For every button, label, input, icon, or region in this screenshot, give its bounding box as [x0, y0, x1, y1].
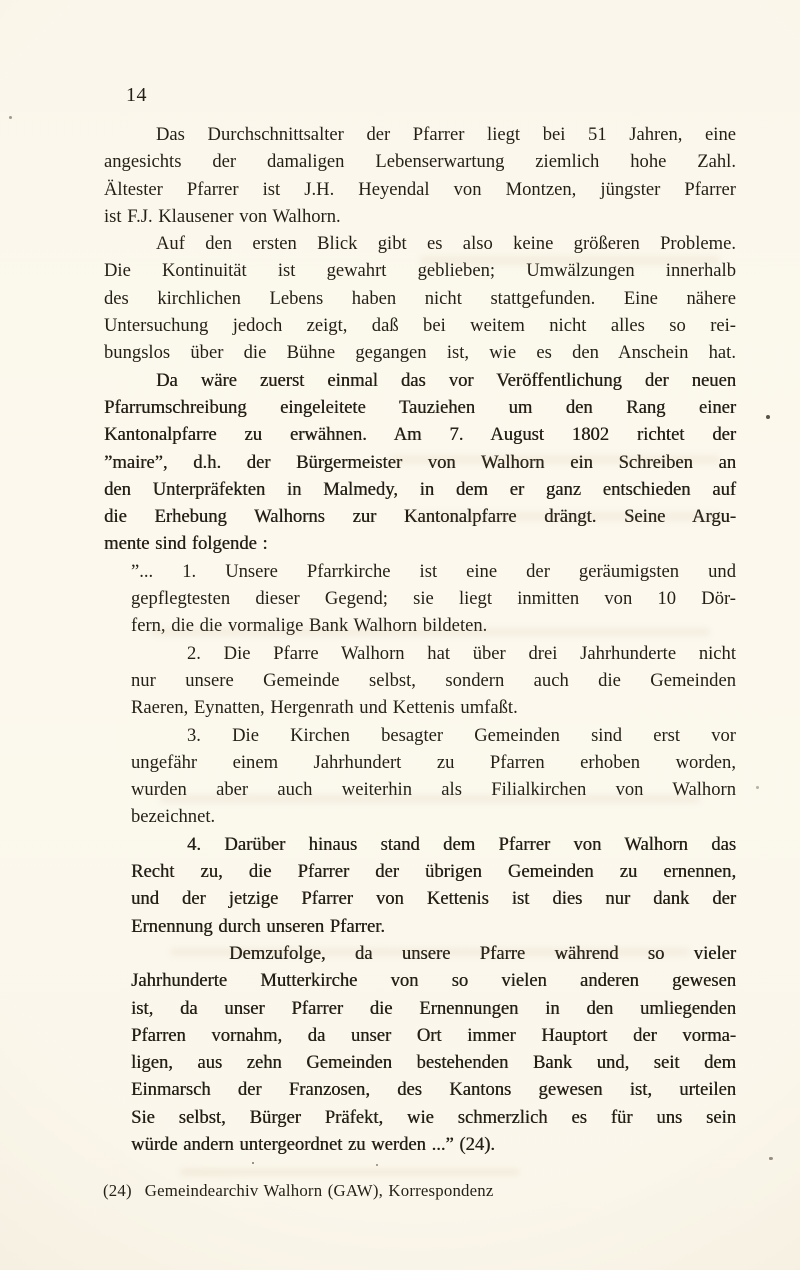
text-line: Untersuchung jedoch zeigt, daß bei weitem nicht alles so rei- [104, 315, 736, 337]
text-line: Recht zu, die Pfarrer der übrigen Gemeinden zu ernennen, [131, 861, 736, 883]
text-line: Demzufolge, da unsere Pfarre während so vieler [229, 942, 736, 964]
text-line: Pfarrumschreibung eingeleitete Tauziehen um den Rang einer [104, 396, 736, 418]
ink-speck [769, 1157, 773, 1160]
page-number: 14 [126, 84, 147, 106]
ink-speck [766, 415, 770, 419]
text-line: ”maire”, d.h. der Bürgermeister von Walhorn ein Schreiben an [104, 451, 736, 473]
quote-paragraph [104, 722, 736, 831]
text-line: 3. Die Kirchen besagter Gemeinden sind erst vor [187, 724, 736, 746]
quote-paragraph [104, 558, 736, 640]
text-line: Auf den ersten Blick gibt es also keine größeren Probleme. [156, 233, 736, 255]
text-line: Kantonalpfarre zu erwähnen. Am 7. August 1802 richtet der [104, 424, 736, 446]
text-line: Einmarsch der Franzosen, des Kantons gewesen ist, urteilen [131, 1079, 736, 1101]
text-line: Pfarren vornahm, da unser Ort immer Hauptort der vorma- [131, 1024, 736, 1046]
text-line: wurden aber auch weiterhin als Filialkirchen von Walhorn [131, 779, 736, 801]
footnote-text: Gemeindearchiv Walhorn (GAW), Korrespondenz [144, 1181, 494, 1200]
text-line: Jahrhunderte Mutterkirche von so vielen anderen gewesen [131, 970, 736, 992]
text-line: Ältester Pfarrer ist J.H. Heyendal von Montzen, jüngster Pfarrer [104, 178, 736, 200]
quote-paragraph [104, 640, 736, 722]
text-line: nur unsere Gemeinde selbst, sondern auch die Gemeinden [131, 669, 736, 691]
text-line: ”... 1. Unsere Pfarrkirche ist eine der geräumigsten und [131, 560, 736, 582]
bleed-through-smudge [180, 1168, 520, 1176]
text-line: die Erhebung Walhorns zur Kantonalpfarre drängt. Seine Argu- [104, 506, 736, 528]
ink-speck [252, 1162, 254, 1164]
text-line: mente sind folgende : [104, 533, 268, 555]
text-line: ligen, aus zehn Gemeinden bestehenden Bank und, seit dem [131, 1052, 736, 1074]
ink-speck [9, 116, 12, 119]
text-line: Raeren, Eynatten, Hergenrath und Kettenis umfaßt. [131, 697, 518, 719]
text-line: den Unterpräfekten in Malmedy, in dem er ganz entschieden auf [104, 478, 736, 500]
text-line: Da wäre zuerst einmal das vor Veröffentlichung der neuen [156, 369, 736, 391]
text-line: ungefähr einem Jahrhundert zu Pfarren erhoben worden, [131, 751, 736, 773]
ink-speck [376, 1164, 378, 1166]
text-line: des kirchlichen Lebens haben nicht stattgefunden. Eine nähere [104, 287, 736, 309]
footnote-number: (24) [103, 1181, 132, 1200]
text-line: Die Kontinuität ist gewahrt geblieben; Umwälzungen innerhalb [104, 260, 736, 282]
text-line: Ernennung durch unseren Pfarrer. [131, 915, 385, 937]
text-line: würde andern untergeordnet zu werden ...” (24). [131, 1133, 495, 1155]
text-line: 4. Darüber hinaus stand dem Pfarrer von Walhorn das [187, 833, 736, 855]
ink-speck [756, 786, 759, 789]
text-line: Das Durchschnittsalter der Pfarrer liegt bei 51 Jahren, eine [156, 124, 736, 145]
page-body-text [104, 121, 736, 1158]
text-line: 2. Die Pfarre Walhorn hat über drei Jahrhunderte nicht [187, 642, 736, 664]
text-line: Sie selbst, Bürger Präfekt, wie schmerzlich es für uns sein [131, 1106, 736, 1128]
text-line: ist F.J. Klausener von Walhorn. [104, 205, 341, 227]
text-line: fern, die die vormalige Bank Walhorn bildeten. [131, 615, 488, 637]
text-line: angesichts der damaligen Lebenserwartung ziemlich hohe Zahl. [104, 151, 736, 173]
text-line: bezeichnet. [131, 806, 216, 828]
quote-paragraph [104, 940, 736, 1158]
paragraph [104, 230, 736, 366]
paragraph [104, 121, 736, 230]
text-line: ist, da unser Pfarrer die Ernennungen in den umliegenden [131, 997, 736, 1019]
paragraph [104, 367, 736, 558]
text-line: und der jetzige Pfarrer von Kettenis ist dies nur dank der [131, 888, 736, 910]
text-line: bungslos über die Bühne gegangen ist, wie es den Anschein hat. [104, 342, 736, 364]
text-line: gepflegtesten dieser Gegend; sie liegt inmitten von 10 Dör- [131, 588, 736, 610]
footnote [103, 1181, 494, 1201]
quote-paragraph [104, 831, 736, 940]
